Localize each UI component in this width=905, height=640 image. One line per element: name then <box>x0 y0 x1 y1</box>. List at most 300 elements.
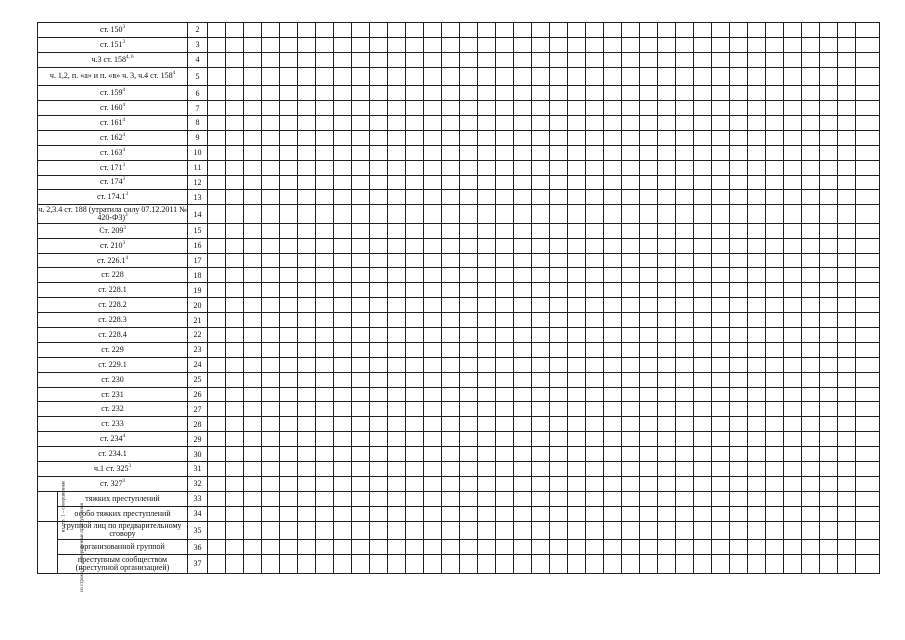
data-cell <box>352 313 370 328</box>
data-cell <box>694 253 712 268</box>
data-cell <box>802 37 820 52</box>
data-cell <box>568 447 586 462</box>
data-cell <box>388 417 406 432</box>
data-cell <box>370 417 388 432</box>
data-cell <box>694 313 712 328</box>
data-cell <box>712 540 730 555</box>
data-cell <box>820 506 838 521</box>
row-label-text: ч.3 ст. 158 <box>91 54 126 64</box>
data-cell <box>604 238 622 253</box>
data-cell <box>388 491 406 506</box>
data-cell <box>406 555 424 574</box>
data-cell <box>244 540 262 555</box>
data-cell <box>298 357 316 372</box>
data-cell <box>460 540 478 555</box>
data-cell <box>856 540 880 555</box>
data-cell <box>208 357 226 372</box>
data-cell <box>784 253 802 268</box>
data-cell <box>550 432 568 447</box>
data-cell <box>694 52 712 67</box>
data-cell <box>856 190 880 205</box>
data-cell <box>712 521 730 540</box>
data-cell <box>640 555 658 574</box>
data-cell <box>424 447 442 462</box>
row-label <box>38 462 188 477</box>
data-cell <box>262 223 280 238</box>
data-cell <box>514 52 532 67</box>
data-cell <box>370 86 388 101</box>
data-cell <box>748 462 766 477</box>
data-cell <box>316 491 334 506</box>
data-cell <box>586 462 604 477</box>
data-cell <box>460 253 478 268</box>
data-cell <box>406 52 424 67</box>
data-cell <box>550 357 568 372</box>
data-cell <box>640 328 658 343</box>
data-cell <box>712 190 730 205</box>
data-cell <box>730 86 748 101</box>
data-cell <box>226 417 244 432</box>
data-cell <box>550 417 568 432</box>
data-cell <box>442 417 460 432</box>
data-cell <box>352 540 370 555</box>
data-cell <box>298 328 316 343</box>
data-cell <box>658 283 676 298</box>
data-cell <box>622 283 640 298</box>
data-cell <box>784 328 802 343</box>
data-cell <box>388 357 406 372</box>
footnote-mark: 4 <box>122 117 125 123</box>
data-cell <box>712 115 730 130</box>
data-cell <box>244 521 262 540</box>
data-cell <box>424 52 442 67</box>
data-cell <box>766 417 784 432</box>
data-cell <box>370 23 388 38</box>
data-cell <box>766 540 784 555</box>
data-cell <box>298 205 316 224</box>
data-cell <box>568 328 586 343</box>
data-cell <box>406 298 424 313</box>
data-cell <box>676 521 694 540</box>
data-cell <box>298 283 316 298</box>
data-cell <box>280 205 298 224</box>
data-cell <box>424 115 442 130</box>
data-cell <box>604 175 622 190</box>
data-cell <box>244 462 262 477</box>
data-cell <box>316 37 334 52</box>
table-row <box>38 145 880 160</box>
footnote-mark: 4, 6 <box>125 54 134 60</box>
data-cell <box>712 86 730 101</box>
data-cell <box>478 328 496 343</box>
data-cell <box>640 190 658 205</box>
data-cell <box>640 67 658 86</box>
data-cell <box>514 190 532 205</box>
data-cell <box>388 253 406 268</box>
data-cell <box>406 328 424 343</box>
data-cell <box>334 298 352 313</box>
data-cell <box>460 298 478 313</box>
data-cell <box>856 298 880 313</box>
data-cell <box>352 67 370 86</box>
data-cell <box>496 52 514 67</box>
data-cell <box>856 491 880 506</box>
data-cell <box>676 283 694 298</box>
row-number: 9 <box>188 130 208 145</box>
data-cell <box>766 190 784 205</box>
data-cell <box>280 175 298 190</box>
data-cell <box>766 130 784 145</box>
data-cell <box>334 342 352 357</box>
table-row <box>38 328 880 343</box>
data-cell <box>856 130 880 145</box>
data-cell <box>334 540 352 555</box>
data-cell <box>622 298 640 313</box>
data-cell <box>208 342 226 357</box>
data-cell <box>784 190 802 205</box>
data-cell <box>460 491 478 506</box>
footnote-mark: 3 <box>122 24 125 30</box>
data-cell <box>532 223 550 238</box>
data-cell <box>424 283 442 298</box>
data-cell <box>334 447 352 462</box>
data-cell <box>208 175 226 190</box>
data-cell <box>478 130 496 145</box>
data-cell <box>586 205 604 224</box>
table-row <box>38 115 880 130</box>
data-cell <box>532 357 550 372</box>
data-cell <box>820 476 838 491</box>
data-cell <box>388 540 406 555</box>
data-cell <box>316 223 334 238</box>
data-cell <box>802 313 820 328</box>
data-cell <box>820 298 838 313</box>
data-cell <box>226 145 244 160</box>
data-cell <box>496 283 514 298</box>
row-label-text: ст. 228.1 <box>98 285 127 295</box>
data-cell <box>694 432 712 447</box>
data-cell <box>838 328 856 343</box>
row-label <box>38 402 188 417</box>
data-cell <box>856 145 880 160</box>
data-cell <box>244 223 262 238</box>
data-cell <box>478 67 496 86</box>
row-number: 13 <box>188 190 208 205</box>
data-cell <box>208 555 226 574</box>
data-cell <box>604 223 622 238</box>
data-cell <box>712 160 730 175</box>
data-cell <box>388 555 406 574</box>
data-cell <box>298 145 316 160</box>
data-cell <box>766 86 784 101</box>
data-cell <box>208 37 226 52</box>
data-cell <box>370 283 388 298</box>
table-row <box>38 101 880 116</box>
data-cell <box>730 253 748 268</box>
data-cell <box>514 86 532 101</box>
data-cell <box>532 67 550 86</box>
data-cell <box>676 342 694 357</box>
data-cell <box>406 130 424 145</box>
data-cell <box>352 283 370 298</box>
data-cell <box>442 313 460 328</box>
data-cell <box>712 476 730 491</box>
data-cell <box>802 402 820 417</box>
data-cell <box>406 447 424 462</box>
data-cell <box>370 521 388 540</box>
data-cell <box>622 447 640 462</box>
data-cell <box>514 387 532 402</box>
data-cell <box>208 432 226 447</box>
data-cell <box>424 432 442 447</box>
data-cell <box>244 67 262 86</box>
row-number: 14 <box>188 205 208 224</box>
data-cell <box>658 238 676 253</box>
data-cell <box>514 402 532 417</box>
data-cell <box>766 372 784 387</box>
data-cell <box>478 101 496 116</box>
data-cell <box>586 298 604 313</box>
data-cell <box>388 37 406 52</box>
data-cell <box>568 37 586 52</box>
data-cell <box>640 23 658 38</box>
data-cell <box>496 491 514 506</box>
data-cell <box>244 447 262 462</box>
data-cell <box>370 372 388 387</box>
data-cell <box>226 23 244 38</box>
data-cell <box>856 205 880 224</box>
data-cell <box>316 283 334 298</box>
data-cell <box>658 298 676 313</box>
data-cell <box>550 521 568 540</box>
data-cell <box>388 268 406 283</box>
data-cell <box>442 491 460 506</box>
data-cell <box>676 432 694 447</box>
data-cell <box>730 205 748 224</box>
data-cell <box>820 86 838 101</box>
data-cell <box>838 447 856 462</box>
data-cell <box>442 521 460 540</box>
data-cell <box>352 268 370 283</box>
data-cell <box>766 37 784 52</box>
data-cell <box>766 432 784 447</box>
data-cell <box>784 298 802 313</box>
data-cell <box>568 130 586 145</box>
data-cell <box>550 462 568 477</box>
data-cell <box>262 67 280 86</box>
data-cell <box>640 175 658 190</box>
data-cell <box>550 86 568 101</box>
data-cell <box>550 205 568 224</box>
data-cell <box>712 506 730 521</box>
data-cell <box>460 130 478 145</box>
row-label-text: ст. 226.1 <box>97 255 126 265</box>
data-cell <box>352 115 370 130</box>
data-cell <box>622 387 640 402</box>
data-cell <box>298 540 316 555</box>
data-cell <box>208 23 226 38</box>
data-cell <box>550 190 568 205</box>
data-cell <box>622 357 640 372</box>
data-cell <box>820 37 838 52</box>
data-cell <box>388 283 406 298</box>
data-cell <box>658 521 676 540</box>
data-cell <box>280 37 298 52</box>
data-cell <box>298 23 316 38</box>
data-cell <box>352 86 370 101</box>
data-cell <box>460 342 478 357</box>
data-cell <box>658 462 676 477</box>
data-cell <box>442 37 460 52</box>
data-cell <box>712 402 730 417</box>
data-cell <box>694 555 712 574</box>
data-cell <box>748 101 766 116</box>
data-cell <box>478 447 496 462</box>
data-cell <box>748 175 766 190</box>
data-cell <box>460 67 478 86</box>
data-cell <box>784 130 802 145</box>
data-cell <box>640 52 658 67</box>
data-cell <box>676 491 694 506</box>
data-cell <box>316 115 334 130</box>
data-cell <box>622 238 640 253</box>
data-cell <box>352 160 370 175</box>
data-cell <box>244 476 262 491</box>
data-cell <box>208 447 226 462</box>
data-cell <box>262 298 280 313</box>
data-cell <box>856 37 880 52</box>
data-cell <box>622 205 640 224</box>
data-cell <box>820 175 838 190</box>
data-cell <box>748 540 766 555</box>
data-cell <box>784 238 802 253</box>
data-cell <box>388 313 406 328</box>
data-cell <box>496 145 514 160</box>
table-row <box>38 402 880 417</box>
data-cell <box>424 175 442 190</box>
data-cell <box>658 447 676 462</box>
data-cell <box>586 402 604 417</box>
data-cell <box>406 540 424 555</box>
data-cell <box>622 540 640 555</box>
data-cell <box>586 145 604 160</box>
row-number: 25 <box>188 372 208 387</box>
data-cell <box>838 160 856 175</box>
data-cell <box>370 402 388 417</box>
data-cell <box>730 223 748 238</box>
data-cell <box>730 298 748 313</box>
data-cell <box>406 175 424 190</box>
data-cell <box>604 506 622 521</box>
data-cell <box>784 268 802 283</box>
data-cell <box>640 283 658 298</box>
data-cell <box>406 160 424 175</box>
row-number: 26 <box>188 387 208 402</box>
data-cell <box>694 521 712 540</box>
data-cell <box>262 160 280 175</box>
data-cell <box>694 23 712 38</box>
row-label-text: ст. 160 <box>100 103 123 112</box>
row-label <box>38 86 188 101</box>
data-cell <box>838 145 856 160</box>
data-cell <box>424 540 442 555</box>
data-cell <box>334 223 352 238</box>
data-cell <box>370 462 388 477</box>
data-cell <box>496 101 514 116</box>
data-cell <box>802 67 820 86</box>
data-cell <box>784 447 802 462</box>
data-cell <box>280 298 298 313</box>
data-cell <box>388 432 406 447</box>
row-label <box>38 313 188 328</box>
data-cell <box>424 402 442 417</box>
data-cell <box>460 372 478 387</box>
data-cell <box>442 223 460 238</box>
data-cell <box>406 417 424 432</box>
data-cell <box>550 555 568 574</box>
data-cell <box>748 491 766 506</box>
data-cell <box>604 491 622 506</box>
data-cell <box>640 506 658 521</box>
data-cell <box>838 372 856 387</box>
data-cell <box>370 555 388 574</box>
data-cell <box>388 387 406 402</box>
data-cell <box>802 23 820 38</box>
data-cell <box>388 342 406 357</box>
data-cell <box>496 342 514 357</box>
data-cell <box>766 387 784 402</box>
data-cell <box>550 283 568 298</box>
data-cell <box>856 101 880 116</box>
data-cell <box>442 298 460 313</box>
data-cell <box>802 417 820 432</box>
row-number: 30 <box>188 447 208 462</box>
data-cell <box>388 205 406 224</box>
data-cell <box>388 506 406 521</box>
data-cell <box>712 238 730 253</box>
data-cell <box>856 253 880 268</box>
data-cell <box>460 190 478 205</box>
data-cell <box>622 402 640 417</box>
data-cell <box>532 491 550 506</box>
data-cell <box>334 205 352 224</box>
data-cell <box>550 506 568 521</box>
data-cell <box>478 86 496 101</box>
data-cell <box>496 328 514 343</box>
data-cell <box>262 372 280 387</box>
data-cell <box>442 145 460 160</box>
data-cell <box>424 37 442 52</box>
data-cell <box>730 417 748 432</box>
data-cell <box>334 115 352 130</box>
data-cell <box>280 402 298 417</box>
row-label-text: ч.1 ст. 325 <box>94 463 129 473</box>
data-cell <box>766 402 784 417</box>
data-cell <box>712 23 730 38</box>
row-label-text: ст. 163 <box>100 147 123 157</box>
row-label <box>38 160 188 175</box>
data-cell <box>730 23 748 38</box>
data-cell <box>208 540 226 555</box>
data-cell <box>748 283 766 298</box>
data-cell <box>514 130 532 145</box>
data-cell <box>388 328 406 343</box>
row-number: 16 <box>188 238 208 253</box>
data-cell <box>262 555 280 574</box>
data-cell <box>604 476 622 491</box>
data-cell <box>226 540 244 555</box>
data-cell <box>424 313 442 328</box>
